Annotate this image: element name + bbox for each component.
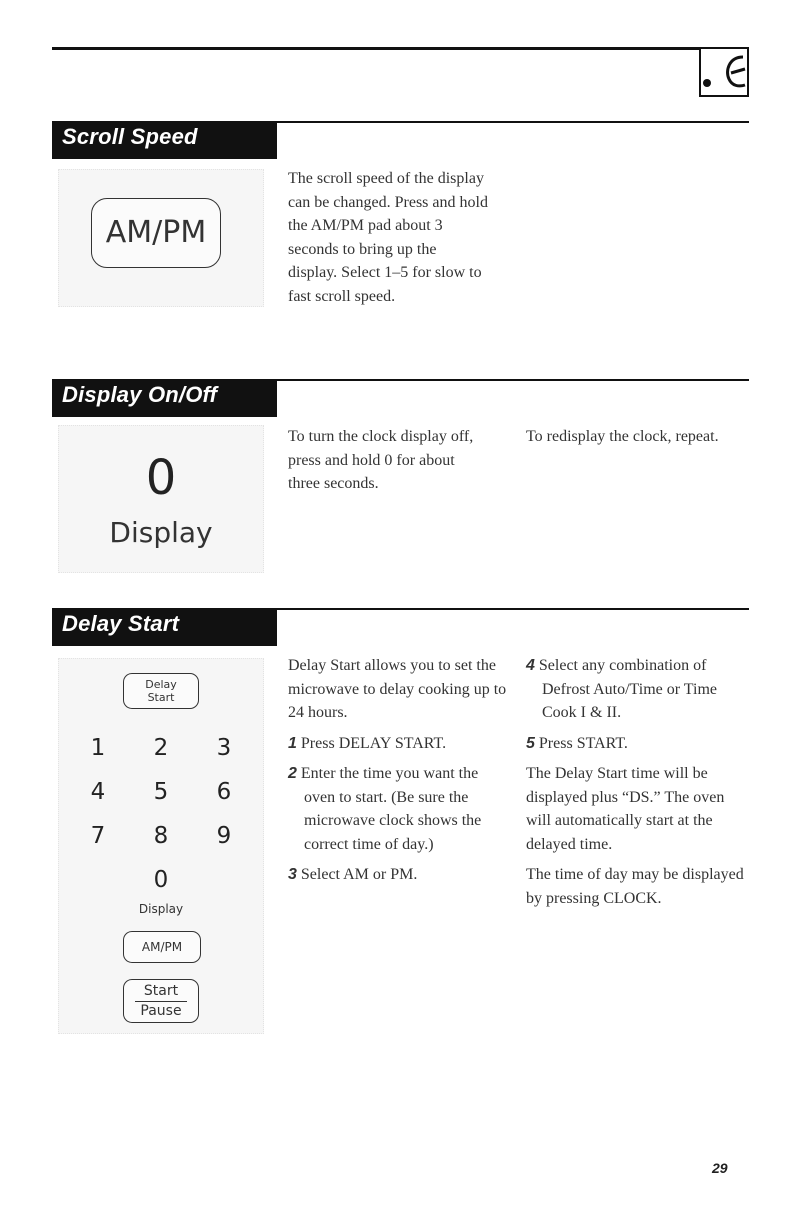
display-onoff-col2: To redisplay the clock, repeat. — [526, 428, 719, 445]
display-onoff-section — [52, 379, 749, 579]
delay-start-col1 — [288, 654, 510, 894]
key-ampm: AM/PM — [123, 931, 201, 963]
delay-start-intro: Delay Start allows you to set the microwave to delay cooking up to 24 hours. — [288, 657, 507, 721]
display-onoff-heading: Display On/Off — [62, 382, 218, 407]
delay-start-heading-bar — [52, 608, 277, 646]
delay-start-section — [52, 608, 749, 1038]
step-1: 1 Press DELAY START. — [288, 734, 447, 752]
delay-start-note2: The time of day may be displayed by pressing CLOCK. — [526, 866, 744, 907]
display-onoff-rule — [277, 379, 749, 381]
key-9: 9 — [216, 823, 232, 849]
key-7: 7 — [90, 823, 106, 849]
scroll-speed-section — [52, 121, 749, 351]
key-3: 3 — [216, 735, 232, 761]
delay-start-key: Delay Start — [123, 673, 199, 709]
scroll-speed-rule — [277, 121, 749, 123]
scroll-speed-heading: Scroll Speed — [62, 124, 198, 149]
top-rule — [52, 47, 749, 50]
step-5: 5 Press START. — [526, 734, 628, 752]
delay-start-heading: Delay Start — [62, 611, 180, 636]
key-2: 2 — [153, 735, 169, 761]
delay-start-rule — [277, 608, 749, 610]
step-3: 3 Select AM or PM. — [288, 866, 418, 883]
ampm-pad: AM/PM — [91, 198, 221, 268]
key-8: 8 — [153, 823, 169, 849]
delay-start-col2 — [526, 654, 748, 917]
display-pad-label: Display — [109, 516, 213, 549]
delay-start-note1: The Delay Start time will be displayed plus “DS.” The oven will automatically start at the delayed time. — [526, 765, 725, 853]
key-5: 5 — [153, 779, 169, 805]
display-onoff-col1: To turn the clock display off, press and hold 0 for about three seconds. — [288, 428, 474, 492]
scroll-speed-pad-illustration — [58, 169, 264, 307]
key-start-pause: Start Pause — [123, 979, 199, 1023]
scroll-speed-text: The scroll speed of the display can be changed. Press and hold the AM/PM pad about 3 seconds to bring up the display. Select 1–5 for slow to fast scroll speed. — [288, 170, 488, 305]
section-tab-icon — [699, 47, 749, 97]
key-0: 0 — [153, 867, 169, 893]
display-pad-digit: 0 — [145, 450, 177, 506]
key-4: 4 — [90, 779, 106, 805]
key-6: 6 — [216, 779, 232, 805]
step-2: 2 Enter the time you want the oven to start. (Be sure the microwave clock shows the correct time of day.) — [288, 765, 482, 853]
step-4: 4 Select any combination of Defrost Auto/Time or Time Cook I & II. — [526, 657, 717, 721]
key-display-label: Display — [138, 902, 184, 916]
display-pad-illustration — [58, 425, 264, 573]
delay-start-keypad-illustration — [58, 658, 264, 1034]
display-onoff-heading-bar — [52, 379, 277, 417]
page-number: 29 — [712, 1160, 728, 1176]
key-1: 1 — [90, 735, 106, 761]
scroll-speed-heading-bar — [52, 121, 277, 159]
